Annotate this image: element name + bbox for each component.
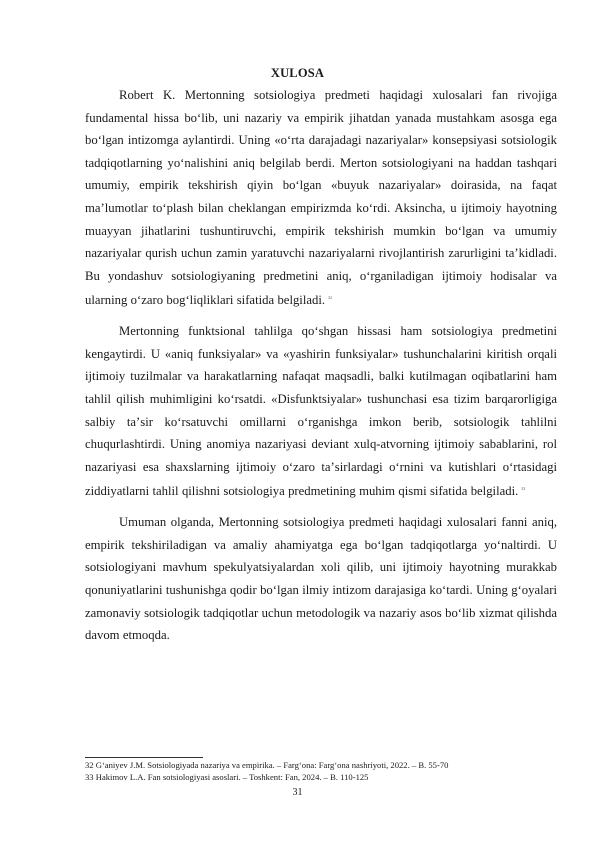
paragraph-1 (85, 84, 557, 312)
paragraph-2 (85, 320, 557, 503)
section-heading: XULOSA (270, 66, 325, 80)
footnotes (85, 757, 557, 784)
paragraph-2-text: Mertonning funktsional tahlilga qoʻshgan hissasi ham sotsiologiya predmetini kengaytirdi. U «aniq funksiyalar» va «yashirin funksiyalar» tushunchalarini kiritish orqali ijtimoiy tuzilmalar va harakatlarning nafaqat maqsadli, balki kutilmagan oqibatlarini ham tahlil qilish muhimligini koʻrsatdi. «Disfunktsiyalar» tushunchasi esa tizim barqarorligiga salbiy taʼsir koʻrsatuvchi omillarni oʻrganishga imkon berib, sotsiologik tahlilni chuqurlashtirdi. Uning anomiya nazariyasi deviant xulq-atvorning ijtimoiy sabablarini, rol nazariyasi esa shaxslarning ijtimoiy oʻzaro taʼsirlardagi oʻrnini va kutishlari oʻrtasidagi ziddiyatlarni tahlil qilishni sotsiologiya predmetining muhim qismi sifatida belgiladi. (85, 324, 557, 499)
paragraph-3-text: Umuman olganda, Mertonning sotsiologiya predmeti haqidagi xulosalari fanni aniq, empirik tekshiriladigan va amaliy ahamiyatga ega boʻlgan tadqiqotlarga yoʻnaltirdi. U sotsiologiyani mavhum spekulyatsiyalardan xoli qilib, uni ijtimoiy hayotning murakkab qonuniyatlarini tushunishga qodir boʻlgan ilmiy intizom darajasiga koʻtardi. Uning gʻoyalari zamonaviy sotsiologik tadqiqotlar uchun metodologik va nazariy asos boʻlib xizmat qilishda davom etmoqda. (85, 515, 557, 643)
page-number: 31 (292, 787, 303, 798)
footnote-ref-32[interactable]: 32 (328, 295, 333, 301)
footnote-divider (85, 757, 203, 758)
paragraph-1-text: Robert K. Mertonning sotsiologiya predmeti haqidagi xulosalari fan rivojiga fundamental hissa boʻlib, uni nazariy va empirik jihatdan yanada mustahkam asosga ega boʻlgan intizomga aylantirdi. Uning «oʻrta darajadagi nazariyalar» konsepsiyasi sotsiologik tadqiqotlarning yoʻnalishini aniq belgilab berdi. Merton sotsiologiyani na haddan tashqari umumiy, empirik tekshirish qiyin boʻlgan «buyuk nazariyalar» doirasida, na faqat maʼlumotlar toʻplash bilan cheklangan empirizmda koʻrdi. Aksincha, u ijtimoiy hayotning muayyan jihatlarini tushuntiruvchi, empirik tekshirish mumkin boʻlgan va umumiy nazariyalar qurish uchun zamin yaratuvchi nazariyalarni rivojlantirish zarurligini taʼkidladi. Bu yondashuv sotsiologiyaning predmetini aniq, oʻrganiladigan ijtimoiy hodisalar va ularning oʻzaro bogʻliqliklari sifatida belgiladi. (85, 88, 557, 308)
footnote-ref-33[interactable]: 33 (521, 486, 526, 492)
body-text (85, 84, 557, 655)
paragraph-3 (85, 511, 557, 647)
footnote-32: 32 Gʻaniyev J.M. Sotsiologiyada nazariya va empirika. – Fargʻona: Fargʻona nashriyoti, 2022. – B. 55-70 (85, 760, 449, 770)
footnote-33: 33 Hakimov L.A. Fan sotsiologiyasi asoslari. – Toshkent: Fan, 2024. – B. 110-125 (85, 771, 369, 782)
